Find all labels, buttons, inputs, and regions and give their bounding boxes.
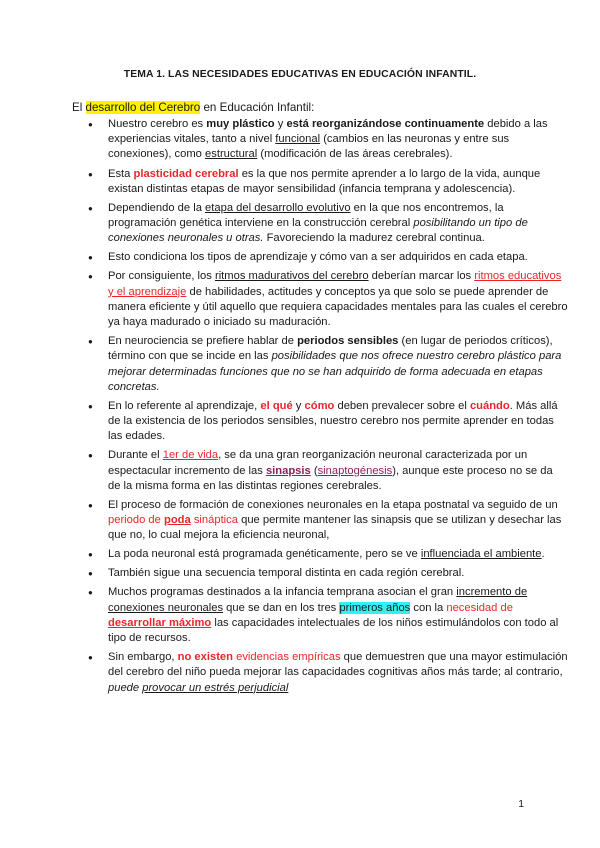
- bullet-item: ● En lo referente al aprendizaje, el qué y cómo deben prevalecer sobre el cuándo. Más allá de la existencia de los periodos sensibles, nuestro cerebro nos permite aprender en todas las edades.: [108, 399, 568, 445]
- bullet-item: ● En neurociencia se prefiere hablar de periodos sensibles (en lugar de periodos críticos), término con que se incide en las posibilidades que nos ofrece nuestro cerebro plástico para mejorar determinadas funciones que no se han adquirido de forma adecuada en etapas concretas.: [108, 334, 568, 395]
- bullet-item: ● Muchos programas destinados a la infancia temprana asocian el gran incremento de conexiones neuronales que se dan en los tres primeros años con la necesidad de desarrollar máximo las capacidades intelectuales de los niños estimulándolos con todo al tipo de recursos.: [108, 585, 568, 646]
- bullet-list: [80, 117, 568, 700]
- bullet-item: ● Nuestro cerebro es muy plástico y está reorganizándose continuamente debido a las experiencias vitales, tanto a nivel funcional (cambios en las neuronas y entre sus conexiones), como estructural (modificación de las áreas cerebrales).: [108, 117, 568, 163]
- bullet-item: ● El proceso de formación de conexiones neuronales en la etapa postnatal va seguido de un periodo de poda sináptica que permite mantener las sinapsis que se utilizan y desechar las que no, lo cual mejora la eficiencia neuronal,: [108, 498, 568, 544]
- bullet-item: ● También sigue una secuencia temporal distinta en cada región cerebral.: [108, 566, 568, 581]
- bullet-item: ● Durante el 1er de vida, se da una gran reorganización neuronal caracterizada por un espectacular incremento de las sinapsis (sinaptogénesis), aunque este proceso no se da de la misma forma en las distintas regiones cerebrales.: [108, 448, 568, 494]
- intro-prefix: El: [72, 101, 86, 114]
- intro-line: [72, 99, 314, 116]
- bullet-item: ● Por consiguiente, los ritmos madurativos del cerebro deberían marcar los ritmos educativos y el aprendizaje de habilidades, actitudes y conceptos ya que solo se puede aprender de manera eficiente y útil aquello que requiera capacidades mentales para las cuales el cerebro ya haya madurado o iniciado su maduración.: [108, 269, 568, 330]
- document-title: TEMA 1. LAS NECESIDADES EDUCATIVAS EN EDUCACIÓN INFANTIL.: [123, 69, 477, 80]
- bullet-item: ● Sin embargo, no existen evidencias empíricas que demuestren que una mayor estimulación del cerebro del niño pueda mejorar las capacidades cognitivas años más tarde; al contrario, puede provocar un estrés perjudicial: [108, 650, 568, 696]
- intro-suffix: en Educación Infantil:: [200, 101, 315, 114]
- bullet-item: ● Esto condiciona los tipos de aprendizaje y cómo van a ser adquiridos en cada etapa.: [108, 250, 568, 265]
- bullet-item: ● Dependiendo de la etapa del desarrollo evolutivo en la que nos encontremos, la programación genética interviene en la construcción cerebral posibilitando un tipo de conexiones neuronales u otras. Favoreciendo la madurez cerebral continua.: [108, 201, 568, 247]
- page-number: 1: [518, 799, 524, 810]
- bullet-item: ● La poda neuronal está programada genéticamente, pero se ve influenciada el ambiente.: [108, 547, 568, 562]
- bullet-item: ● Esta plasticidad cerebral es la que nos permite aprender a lo largo de la vida, aunque existan distintas etapas de mayor sensibilidad (infancia temprana y adolescencia).: [108, 167, 568, 197]
- intro-highlight: desarrollo del Cerebro: [85, 101, 201, 114]
